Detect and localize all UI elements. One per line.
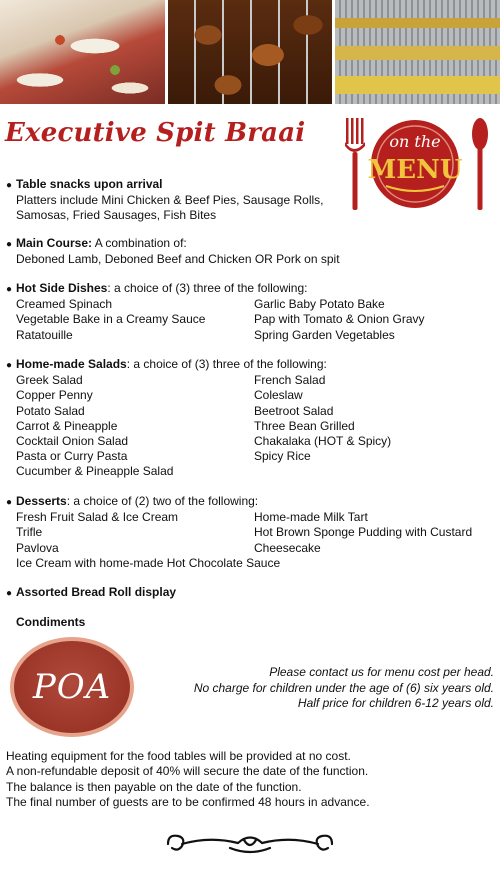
- on-the-menu-logo: [342, 112, 492, 216]
- fork-icon: [345, 118, 365, 210]
- list-item: Potato Salad: [16, 403, 85, 418]
- flourish-divider-icon: [160, 828, 340, 858]
- main-line: Deboned Lamb, Deboned Beef and Chicken OR Pork on spit: [16, 252, 340, 267]
- banquet-table-photo: [0, 0, 165, 104]
- section-desserts: [6, 494, 473, 571]
- sides-intro: : a choice of (3) three of the following:: [107, 281, 308, 295]
- note-line: Heating equipment for the food tables will be provided at no cost.: [6, 749, 351, 763]
- list-item: Carrot & Pineapple: [16, 418, 118, 433]
- list-item: Vegetable Bake in a Creamy Sauce: [16, 312, 206, 327]
- spit-roast-photo: [168, 0, 333, 104]
- pricing-line: Please contact us for menu cost per head.: [269, 665, 494, 679]
- bullet-icon: ●: [6, 360, 13, 371]
- header-photo-strip: [0, 0, 500, 104]
- salads-heading: Home-made Salads: [16, 357, 127, 371]
- list-item: Hot Brown Sponge Pudding with Custard: [254, 525, 473, 540]
- bullet-icon: ●: [6, 497, 13, 508]
- bullet-icon: ●: [6, 588, 13, 599]
- desserts-heading: Desserts: [16, 494, 67, 508]
- section-hot-side-dishes: [6, 281, 425, 343]
- page-title: Executive Spit Braai: [5, 118, 306, 148]
- list-item: Cheesecake: [254, 540, 321, 555]
- salads-intro: : a choice of (3) three of the following:: [126, 357, 327, 371]
- section-table-snacks: [6, 177, 323, 224]
- list-item: Pavlova: [16, 540, 59, 555]
- list-item: Copper Penny: [16, 388, 93, 403]
- list-item: Fresh Fruit Salad & Ice Cream: [16, 510, 179, 525]
- list-item: Greek Salad: [16, 373, 83, 388]
- snacks-line: Platters include Mini Chicken & Beef Pies, Sausage Rolls,: [16, 193, 324, 208]
- list-item: Pasta or Curry Pasta: [16, 449, 128, 464]
- logo-line-2: MENU: [367, 155, 463, 185]
- list-item: Garlic Baby Potato Bake: [254, 297, 385, 312]
- bullet-icon: ●: [6, 180, 13, 191]
- bullet-icon: ●: [6, 284, 13, 295]
- snacks-line: Samosas, Fried Sausages, Fish Bites: [16, 208, 217, 223]
- poa-badge: [10, 637, 134, 737]
- desserts-intro: : a choice of (2) two of the following:: [66, 494, 259, 508]
- bullet-icon: ●: [6, 239, 13, 250]
- condiments-heading: Condiments: [16, 615, 86, 629]
- note-line: The final number of guests are to be confirmed 48 hours in advance.: [6, 795, 370, 810]
- list-item: Chakalaka (HOT & Spicy): [254, 434, 392, 449]
- note-line: The balance is then payable on the date of the function.: [6, 779, 302, 794]
- list-item: Three Bean Grilled: [254, 418, 355, 433]
- list-item: Cocktail Onion Salad: [16, 434, 129, 449]
- snacks-heading: Table snacks upon arrival: [16, 177, 163, 191]
- pricing-line: No charge for children under the age of (6) six years old.: [193, 680, 494, 695]
- section-main-course: [6, 236, 340, 267]
- sides-heading: Hot Side Dishes: [16, 281, 108, 295]
- list-item: Spicy Rice: [254, 449, 311, 464]
- list-item: Creamed Spinach: [16, 297, 113, 312]
- section-condiments: [6, 615, 85, 630]
- list-item: Ice Cream with home-made Hot Chocolate Sauce: [16, 555, 281, 570]
- spoon-icon: [472, 118, 488, 210]
- list-item: Spring Garden Vegetables: [254, 327, 395, 342]
- list-item: Pap with Tomato & Onion Gravy: [254, 312, 425, 327]
- main-intro: A combination of:: [92, 236, 187, 250]
- list-item: Cucumber & Pineapple Salad: [16, 464, 174, 479]
- poa-label: POA: [32, 667, 112, 707]
- list-item: Ratatouille: [16, 327, 73, 342]
- list-item: Home-made Milk Tart: [254, 510, 368, 525]
- bread-heading: Assorted Bread Roll display: [16, 585, 177, 599]
- list-item: Beetroot Salad: [254, 403, 334, 418]
- main-heading: Main Course:: [16, 236, 93, 250]
- section-home-made-salads: [6, 357, 392, 480]
- buffet-warmers-photo: [335, 0, 500, 104]
- logo-line-1: on the: [389, 132, 441, 151]
- list-item: French Salad: [254, 373, 326, 388]
- section-bread-rolls: [6, 585, 176, 601]
- list-item: Trifle: [16, 525, 43, 540]
- note-line: A non-refundable deposit of 40% will secure the date of the function.: [6, 764, 369, 779]
- pricing-line: Half price for children 6-12 years old.: [297, 696, 494, 710]
- pricing-info: [194, 665, 494, 712]
- list-item: Coleslaw: [254, 388, 303, 403]
- terms-notes: [6, 749, 370, 811]
